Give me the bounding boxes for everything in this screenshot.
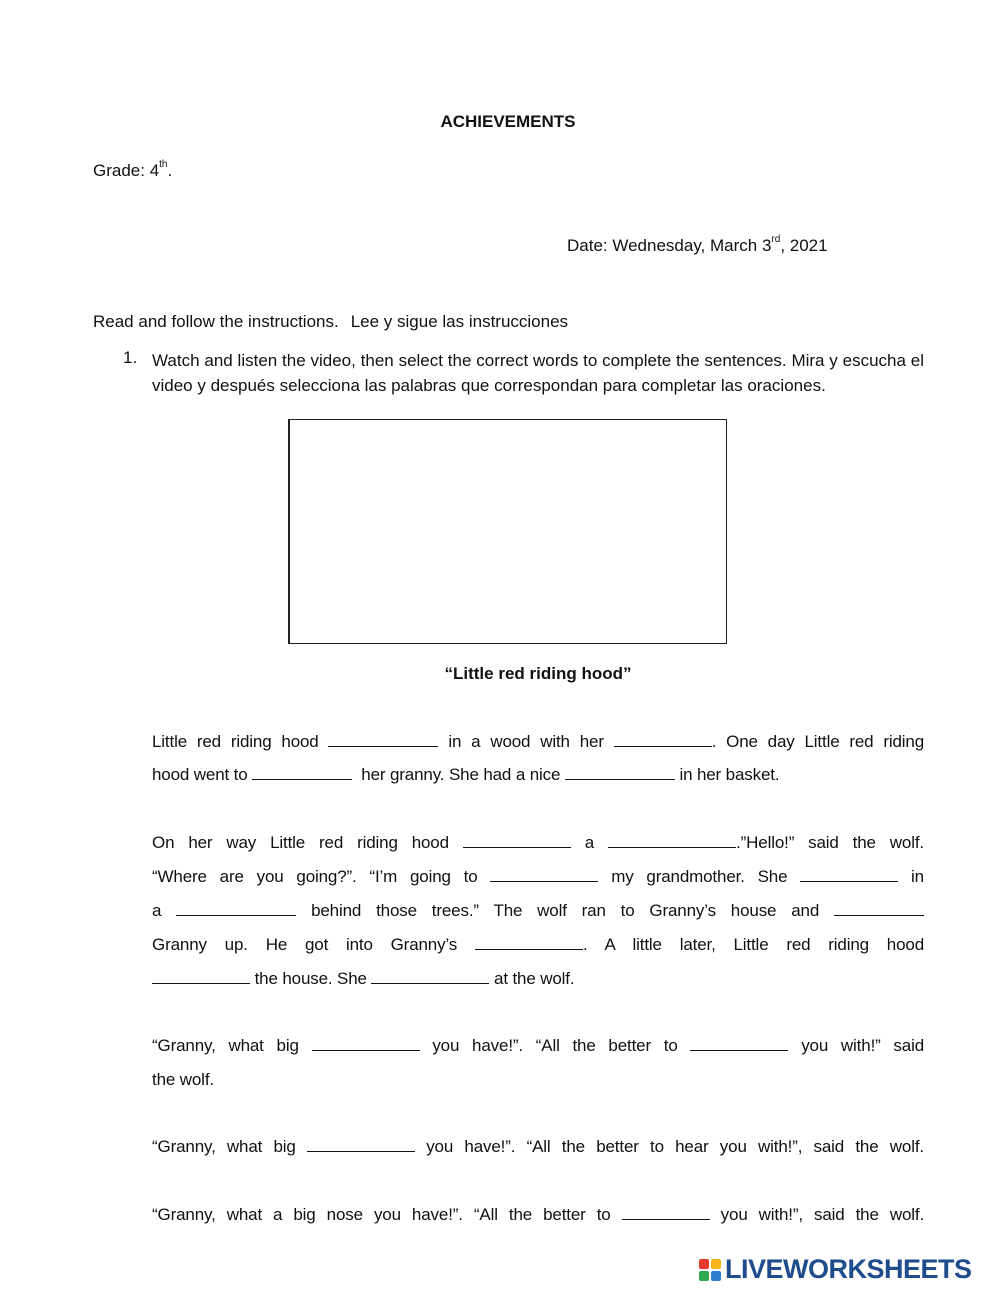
grade-text: Grade: 4 [93,161,160,180]
story-text: in her basket. [679,765,780,784]
story-line [152,833,924,853]
story-text: On her way Little red riding hood [152,833,449,852]
story-text: you have!”. “All the better to [432,1036,678,1055]
story-line [152,969,924,989]
story-line [152,1205,924,1225]
story-text: at the wolf. [494,969,575,988]
logo-square-icon [699,1271,709,1281]
footer-logo[interactable] [699,1254,972,1285]
story-text: the wolf. [152,1070,214,1089]
story-line [152,732,924,752]
blank-input[interactable] [371,969,489,984]
question-number: 1. [123,348,138,367]
story-text: “Granny, what a big nose you have!”. “All the better to [152,1205,611,1224]
liveworksheets-logo-icon [699,1259,721,1281]
story-text: . One day Little red riding [711,732,925,751]
blank-input[interactable] [800,867,898,882]
grade-end: . [167,161,173,180]
logo-square-icon [711,1271,721,1281]
date-superscript: rd [771,234,781,245]
logo-square-icon [711,1259,721,1269]
blank-input[interactable] [614,732,712,747]
story-text: .”Hello!” said the wolf. [736,833,924,852]
story-title: “Little red riding hood” [444,664,632,683]
story-line [152,867,924,887]
story-text: “Granny, what big [152,1036,299,1055]
story-text: behind those trees.” The wolf ran to Granny’s house and [311,901,820,920]
instructions [93,312,568,332]
story-text: “Granny, what big [152,1137,296,1156]
story-line [152,901,924,921]
grade-label [93,161,172,181]
blank-input[interactable] [490,867,598,882]
date-text: Date: Wednesday, March 3 [567,236,772,255]
instructions-spanish: Lee y sigue las instrucciones [350,312,569,331]
blank-input[interactable] [252,765,352,780]
story-line [152,1070,924,1090]
story-text: “Where are you going?”. “I’m going to [152,867,478,886]
story-text: you have!”. “All the better to hear you with!”, said the wolf. [426,1137,924,1156]
story-text: the house. She [254,969,367,988]
date-label [567,236,828,256]
story-text: you with!” said [801,1036,925,1055]
blank-input[interactable] [152,969,250,984]
blank-input[interactable] [475,935,583,950]
blank-input[interactable] [176,901,296,916]
blank-input[interactable] [463,833,571,848]
story-line [152,935,924,955]
story-text: Little red riding hood [152,732,319,751]
story-text: Granny up. He got into Granny’s [152,935,458,954]
story-text: a [152,901,162,920]
story-text: my grandmother. She [611,867,788,886]
story-text: her granny. She had a nice [361,765,561,784]
story-text: you with!”, said the wolf. [720,1205,925,1224]
blank-input[interactable] [608,833,736,848]
story-text: . A little later, Little red riding hood [582,935,925,954]
instructions-english: Read and follow the instructions. [93,312,339,331]
grade-superscript: th [159,159,168,170]
video-player[interactable] [288,419,727,644]
brand-name: LIVEWORKSHEETS [725,1254,972,1284]
blank-input[interactable] [622,1205,710,1220]
blank-input[interactable] [328,732,438,747]
story-line [152,1036,924,1056]
question-text: Watch and listen the video, then select the correct words to complete the sentences. Mira y escucha el video y después selecciona las palabras que correspondan para completar las oraciones. [152,351,924,395]
story-line [152,1137,924,1157]
page-title: ACHIEVEMENTS [440,112,576,131]
story-text: in a wood with her [448,732,604,751]
blank-input[interactable] [565,765,675,780]
story-text: hood went to [152,765,248,784]
blank-input[interactable] [834,901,924,916]
logo-square-icon [699,1259,709,1269]
story-text: in [911,867,924,886]
story-line [152,765,924,785]
blank-input[interactable] [690,1036,788,1051]
date-end: , 2021 [780,236,828,255]
blank-input[interactable] [307,1137,415,1152]
story-text: a [584,833,595,852]
blank-input[interactable] [312,1036,420,1051]
